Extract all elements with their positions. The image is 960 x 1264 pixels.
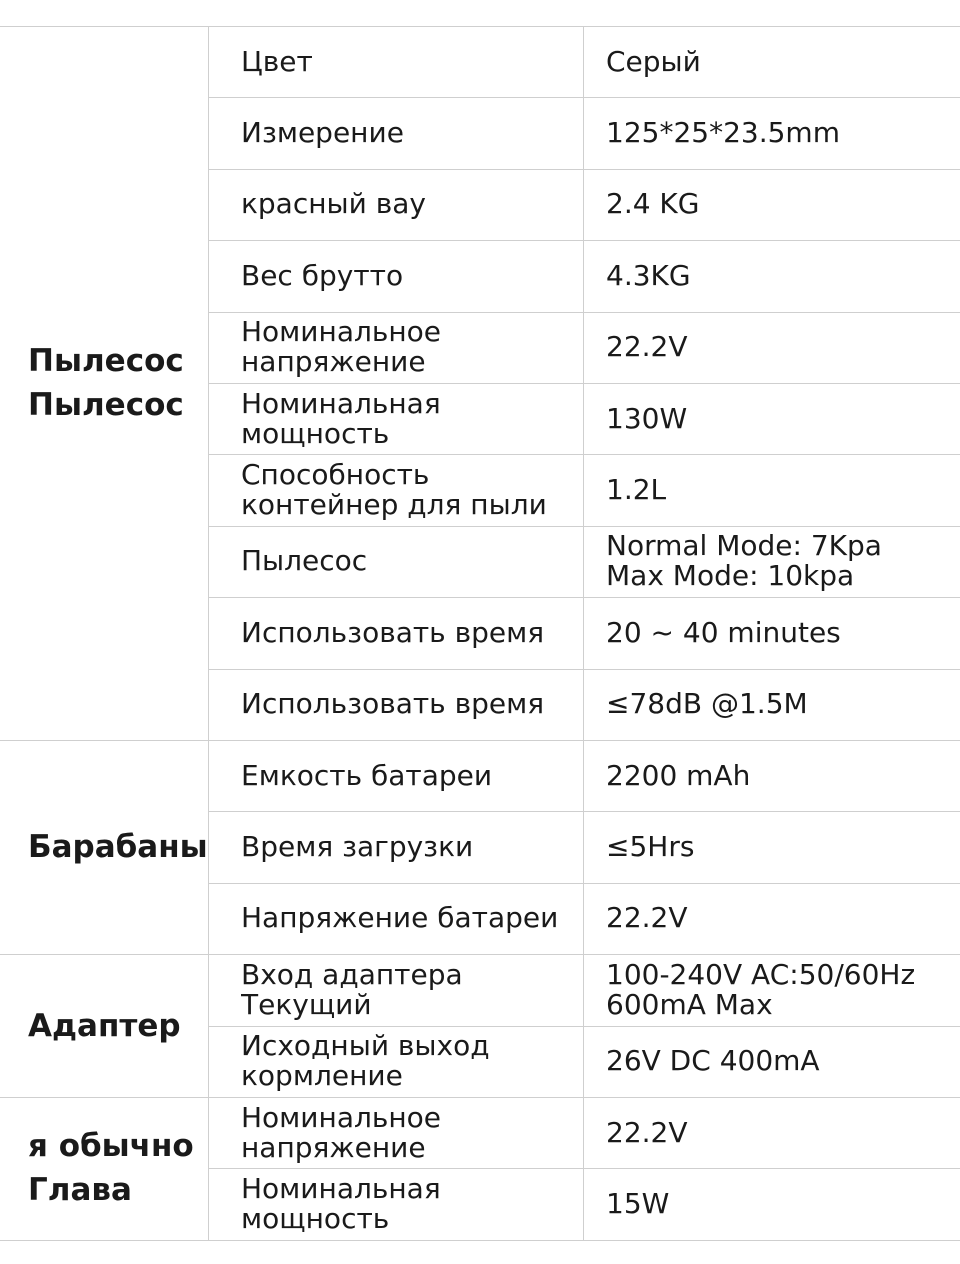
spec-label-line: Время загрузки	[241, 830, 474, 864]
spec-label	[241, 240, 579, 311]
spec-value	[606, 1097, 956, 1168]
spec-value	[606, 454, 956, 525]
spec-value-line: 130W	[606, 401, 688, 435]
spec-value	[606, 883, 956, 954]
spec-value-line: 2200 mAh	[606, 758, 751, 792]
spec-label-line: Использовать время	[241, 615, 545, 649]
spec-value	[606, 669, 956, 740]
spec-value-line: 4.3KG	[606, 258, 691, 292]
spec-value-line: 26V DC 400mA	[606, 1044, 820, 1078]
spec-label-line: Использовать время	[241, 687, 545, 721]
spec-value	[606, 26, 956, 97]
spec-label-line: Вход адаптера	[241, 957, 463, 991]
spec-label	[241, 1097, 579, 1168]
spec-value-line: Normal Mode: 7Kpa	[606, 529, 882, 563]
spec-value-line: 20 ~ 40 minutes	[606, 615, 841, 649]
spec-label-line: Номинальная	[241, 386, 441, 420]
spec-label-line: Цвет	[241, 44, 313, 78]
spec-label	[241, 26, 579, 97]
spec-value	[606, 240, 956, 311]
spec-label-line: напряжение	[241, 1130, 426, 1164]
spec-value-line: 100-240V AC:50/60Hz	[606, 957, 916, 991]
group-title	[0, 1097, 208, 1240]
spec-label-line: мощность	[241, 416, 390, 450]
spec-label	[241, 169, 579, 240]
spec-label	[241, 454, 579, 525]
spec-label-line: Способность	[241, 458, 430, 492]
spec-value	[606, 954, 956, 1025]
spec-label-line: Номинальная	[241, 1172, 441, 1206]
spec-label-line: Измерение	[241, 116, 404, 150]
spec-label	[241, 312, 579, 383]
spec-value-line: 22.2V	[606, 330, 688, 364]
spec-label-line: Напряжение батареи	[241, 901, 559, 935]
spec-value	[606, 312, 956, 383]
spec-value	[606, 811, 956, 882]
spec-value	[606, 526, 956, 597]
spec-label	[241, 811, 579, 882]
spec-label	[241, 1026, 579, 1097]
spec-value-line: 22.2V	[606, 901, 688, 935]
spec-label	[241, 383, 579, 454]
spec-value	[606, 597, 956, 668]
spec-label-line: контейнер для пыли	[241, 488, 547, 522]
spec-label	[241, 954, 579, 1025]
spec-label-line: Номинальное	[241, 1100, 442, 1134]
group-title	[0, 954, 208, 1097]
spec-label-line: Исходный выход	[241, 1029, 490, 1063]
spec-label	[241, 597, 579, 668]
spec-table	[0, 26, 960, 1240]
spec-label-line: Вес брутто	[241, 258, 404, 292]
spec-value	[606, 740, 956, 811]
spec-label-line: Текущий	[241, 987, 372, 1021]
spec-label	[241, 1168, 579, 1239]
spec-value-line: Max Mode: 10kpa	[606, 559, 855, 593]
group-title	[0, 26, 208, 740]
spec-label	[241, 669, 579, 740]
group-title-line: Адаптер	[28, 1007, 181, 1044]
spec-value-line: 1.2L	[606, 473, 667, 507]
spec-label-line: Емкость батареи	[241, 758, 493, 792]
spec-label-line: кормление	[241, 1059, 403, 1093]
group-divider	[0, 1240, 960, 1241]
spec-value	[606, 1026, 956, 1097]
spec-value-line: ≤5Hrs	[606, 830, 695, 864]
spec-label	[241, 740, 579, 811]
spec-value-line: 22.2V	[606, 1115, 688, 1149]
spec-label-line: Пылесос	[241, 544, 368, 578]
spec-value-line: Серый	[606, 44, 701, 78]
spec-label	[241, 97, 579, 168]
group-title-line: я обычно	[28, 1128, 194, 1165]
spec-value-line: 15W	[606, 1187, 670, 1221]
column-divider-group	[208, 26, 209, 1240]
spec-label	[241, 526, 579, 597]
spec-value	[606, 97, 956, 168]
spec-value-line: 125*25*23.5mm	[606, 116, 840, 150]
group-title-line: Пылесос	[28, 343, 184, 379]
spec-value	[606, 169, 956, 240]
spec-value	[606, 383, 956, 454]
spec-value-line: 600mA Max	[606, 987, 773, 1021]
group-title-line: Пылесос	[28, 387, 184, 423]
spec-value-line: ≤78dB @1.5M	[606, 687, 808, 721]
group-title	[0, 740, 208, 954]
spec-value	[606, 1168, 956, 1239]
column-divider-value	[583, 26, 584, 1240]
spec-label-line: напряжение	[241, 345, 426, 379]
spec-value-line: 2.4 KG	[606, 187, 700, 221]
spec-label-line: Номинальное	[241, 315, 442, 349]
spec-label	[241, 883, 579, 954]
group-title-line: Глава	[28, 1172, 132, 1209]
group-title-line: Барабаны	[28, 829, 208, 866]
spec-label-line: красный вау	[241, 187, 426, 221]
spec-label-line: мощность	[241, 1202, 390, 1236]
